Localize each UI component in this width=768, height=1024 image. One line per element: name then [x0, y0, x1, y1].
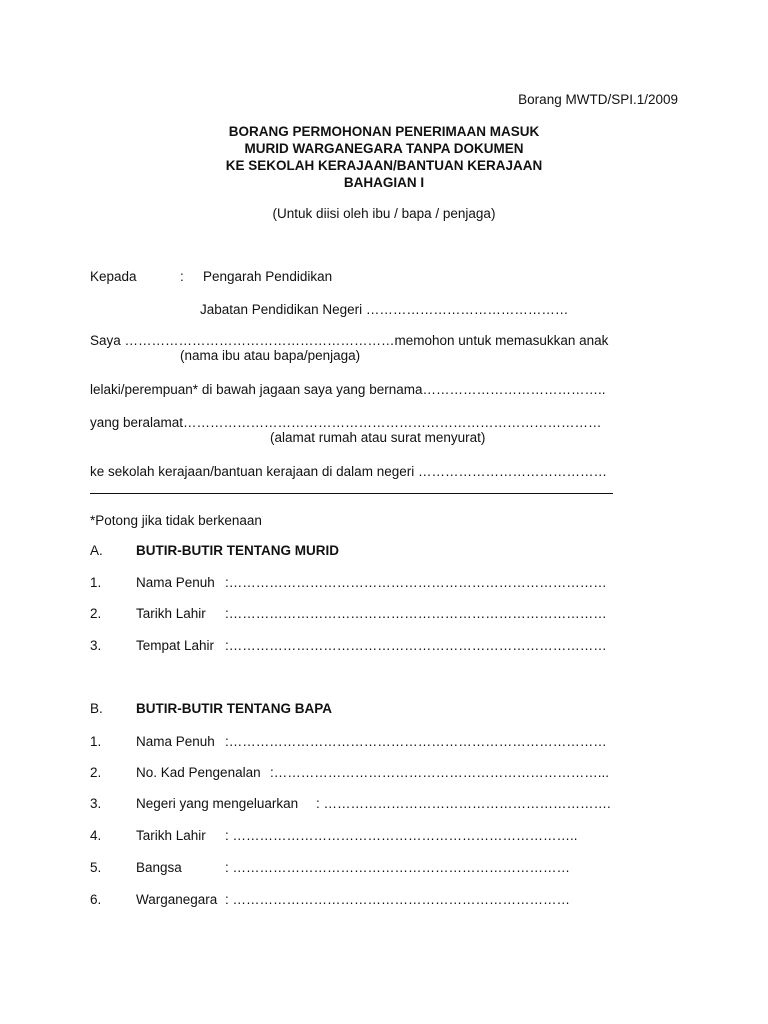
divider-line — [90, 493, 613, 494]
saya-note: (nama ibu atau bapa/penjaga) — [180, 348, 361, 363]
item-fill-line[interactable]: : ………………………………………………………. — [316, 796, 611, 811]
title-line-3: KE SEKOLAH KERAJAAN/BANTUAN KERAJAAN — [225, 158, 543, 173]
item-label: Tempat Lahir — [136, 638, 215, 653]
item-label: Tarikh Lahir — [136, 828, 206, 843]
section-b-heading: BUTIR-BUTIR TENTANG BAPA — [136, 701, 332, 716]
title-line-4: BAHAGIAN I — [343, 175, 425, 190]
item-label: Nama Penuh — [136, 734, 215, 749]
item-number: 6. — [90, 892, 102, 907]
item-number: 3. — [90, 638, 102, 653]
item-fill-line[interactable]: : ………………………………………………………………… — [225, 892, 571, 907]
item-label: Warganegara — [136, 892, 218, 907]
item-label: Negeri yang mengeluarkan — [136, 796, 299, 811]
title-line-2: MURID WARGANEGARA TANPA DOKUMEN — [244, 141, 524, 156]
footnote: *Potong jika tidak berkenaan — [90, 513, 262, 528]
item-fill-line[interactable]: :………………………………………………………………... — [270, 765, 610, 780]
school-line[interactable]: ke sekolah kerajaan/bantuan kerajaan di dalam negeri …………………………………… — [90, 464, 607, 479]
item-number: 2. — [90, 765, 102, 780]
item-fill-line[interactable]: :………………………………………………………………………… — [225, 638, 607, 653]
item-fill-line[interactable]: :………………………………………………………………………… — [225, 734, 607, 749]
item-label: Nama Penuh — [136, 575, 215, 590]
item-fill-line[interactable]: : ………………………………………………………………… — [225, 860, 571, 875]
recipient-line-1: Pengarah Pendidikan — [203, 269, 333, 284]
item-fill-line[interactable]: :………………………………………………………………………… — [225, 575, 607, 590]
item-number: 1. — [90, 575, 102, 590]
item-number: 5. — [90, 860, 102, 875]
form-code: Borang MWTD/SPI.1/2009 — [518, 92, 678, 107]
item-fill-line[interactable]: :………………………………………………………………………… — [225, 606, 607, 621]
address-note: (alamat rumah atau surat menyurat) — [270, 430, 486, 445]
saya-line[interactable]: Saya ……………………………………………………memohon untuk memasukkan anak — [90, 333, 609, 348]
child-name-line[interactable]: lelaki/perempuan* di bawah jagaan saya yang bernama………………………………….. — [90, 382, 606, 397]
item-label: Tarikh Lahir — [136, 606, 206, 621]
item-label: Bangsa — [136, 860, 182, 875]
section-a-letter: A. — [90, 543, 103, 558]
item-label: No. Kad Pengenalan — [136, 765, 261, 780]
instruction-text: (Untuk diisi oleh ibu / bapa / penjaga) — [272, 206, 496, 221]
section-a-heading: BUTIR-BUTIR TENTANG MURID — [136, 543, 339, 558]
item-fill-line[interactable]: : ………………………………………………………………….. — [225, 828, 578, 843]
recipient-colon: : — [180, 269, 184, 284]
address-line[interactable]: yang beralamat………………………………………………………………………………… — [90, 415, 602, 430]
recipient-label: Kepada — [90, 269, 137, 284]
recipient-line-2[interactable]: Jabatan Pendidikan Negeri ……………………………………… — [200, 302, 569, 317]
item-number: 2. — [90, 606, 102, 621]
section-b-letter: B. — [90, 701, 103, 716]
title-line-1: BORANG PERMOHONAN PENERIMAAN MASUK — [228, 124, 540, 139]
item-number: 4. — [90, 828, 102, 843]
item-number: 3. — [90, 796, 102, 811]
item-number: 1. — [90, 734, 102, 749]
